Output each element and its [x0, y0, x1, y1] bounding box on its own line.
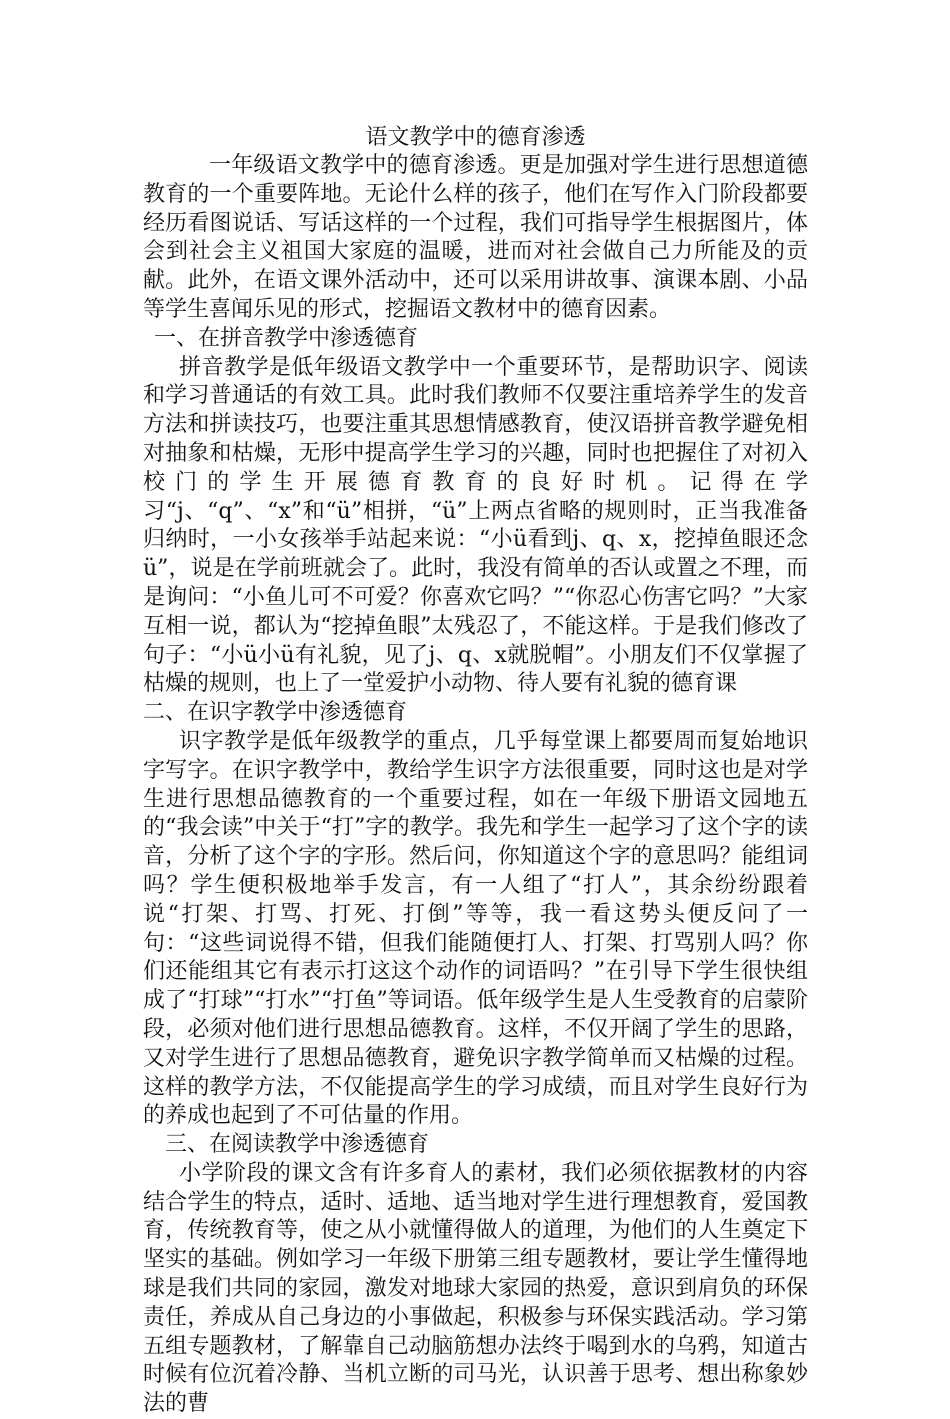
section-heading-pinyin: 一、在拼音教学中渗透德育 — [154, 325, 419, 351]
section-body-reading: 小学阶段的课文含有许多育人的素材，我们必须依据教材的内容结合学生的特点，适时、适地、适当地对学生进行理想教育，爱国教育，传统教育等，使之从小就懂得做人的道理，为他们的人生奠定下坚实的基础。例如学习一年级下册第三组专题教材，要让学生懂得地球是我们共同的家园，激发对地球大家园的热爱，意识到肩负的环保责任，养成从自己身边的小事做起，积极参与环保实践活动。学习第五组专题教材，了解靠自己动脑筋想办法终于喝到水的乌鸦，知道古时候有位沉着冷静、当机立断的司马光，认识善于思考、想出称象妙法的曹 — [143, 1160, 808, 1417]
section-heading-reading: 三、在阅读教学中渗透德育 — [165, 1132, 430, 1158]
section-body-pinyin: 拼音教学是低年级语文教学中一个重要环节，是帮助识字、阅读和学习普通话的有效工具。此时我们教师不仅要注重培养学生的发音方法和拼读技巧，也要注重其思想情感教育，使汉语拼音教学避免相对抽象和枯燥，无形中提高学生学习的兴趣，同时也把握住了对初入校门的学生开展德育教育的良好时机。记得在学习“j、“q”、“x”和“ü”相拼，“ü”上两点省略的规则时，正当我准备归纳时，一小女孩举手站起来说：“小ü看到j、q、x，挖掉鱼眼还念ü”，说是在学前班就会了。此时，我没有简单的否认或置之不理，而是询问：“小鱼儿可不可爱？你喜欢它吗？”“你忍心伤害它吗？”大家互相一说，都认为“挖掉鱼眼”太残忍了，不能这样。于是我们修改了句子：“小ü小ü有礼貌，见了j、q、x就脱帽”。小朋友们不仅掌握了枯燥的规则，也上了一堂爱护小动物、待人要有礼貌的德育课 — [143, 354, 808, 697]
section-heading-literacy: 二、在识字教学中渗透德育 — [143, 700, 408, 726]
document-title: 语文教学中的德育渗透 — [365, 125, 586, 150]
document-page — [143, 124, 808, 1419]
section-body-literacy: 识字教学是低年级教学的重点，几乎每堂课上都要周而复始地识字写字。在识字教学中，教给学生识字方法很重要，同时这也是对学生进行思想品德教育的一个重要过程，如在一年级下册语文园地五的“我会读”中关于“打”字的教学。我先和学生一起学习了这个字的读音，分析了这个字的字形。然后问，你知道这个字的意思吗？能组词吗？学生便积极地举手发言，有一人组了“打人”，其余纷纷跟着说“打架、打骂、打死、打倒”等等，我一看这势头便反问了一句：“这些词说得不错，但我们能随便打人、打架、打骂别人吗？你们还能组其它有表示打这这个动作的词语吗？”在引导下学生很快组成了“打球”“打水”“打鱼”等词语。低年级学生是人生受教育的启蒙阶段，必须对他们进行思想品德教育。这样，不仅开阔了学生的思路，又对学生进行了思想品德教育，避免识字教学简单而又枯燥的过程。这样的教学方法，不仅能提高学生的学习成绩，而且对学生良好行为的养成也起到了不可估量的作用。 — [143, 728, 808, 1129]
intro-paragraph: 一年级语文教学中的德育渗透。更是加强对学生进行思想道德教育的一个重要阵地。无论什么样的孩子，他们在写作入门阶段都要经历看图说话、写话这样的一个过程，我们可指导学生根据图片，体会到社会主义祖国大家庭的温暖，进而对社会做自己力所能及的贡献。此外，在语文课外活动中，还可以采用讲故事、演课本剧、小品等学生喜闻乐见的形式，挖掘语文教材中的德育因素。 — [143, 153, 808, 322]
